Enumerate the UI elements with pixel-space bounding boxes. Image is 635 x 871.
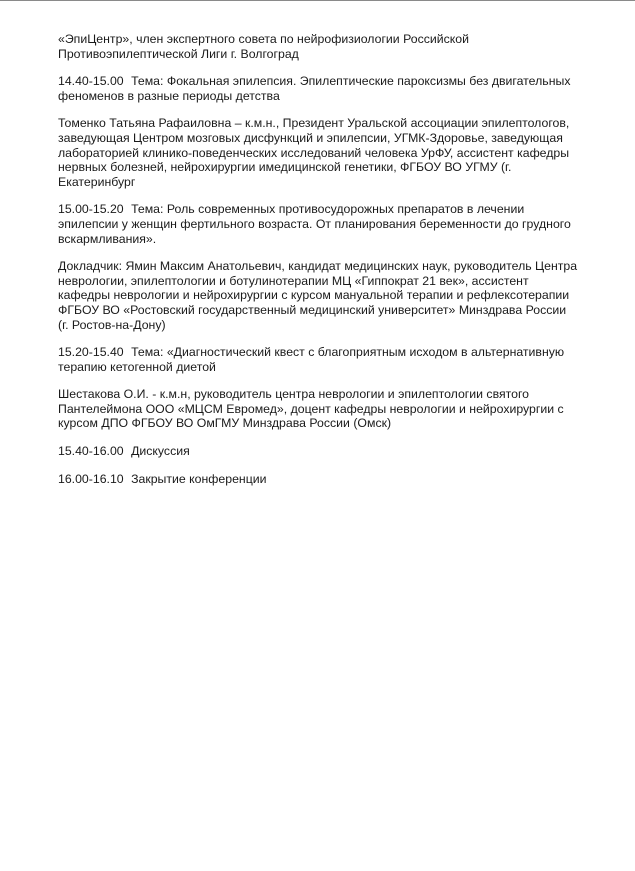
text-line: заведующая Центром мозговых дисфункций и эпилепсии, УГМК-Здоровье, заведующая xyxy=(58,130,563,145)
session-paragraph xyxy=(58,202,618,246)
text-line: лабораторией клинико-поведенческих исследований человека УрФУ, ассистент кафедры xyxy=(58,145,570,160)
text-line: вскармливания». xyxy=(58,231,157,246)
text-line: Томенко Татьяна Рафаиловна – к.м.н., Президент Уральской ассоциации эпилептологов, xyxy=(58,116,570,131)
text-line: нервных болезней, нейрохирургии имедицинской генетики, ФГБОУ ВО УГМУ (г. xyxy=(58,160,512,175)
session-time: 16.00-16.10 xyxy=(58,471,124,486)
speaker-info-paragraph xyxy=(58,116,618,189)
text-line: Противоэпилептической Лиги г. Волгоград xyxy=(58,46,299,61)
session-title: Закрытие конференции xyxy=(131,471,267,486)
session-paragraph xyxy=(58,444,618,459)
text-line: неврологии, эпилептологии и ботулинотерапии МЦ «Гиппократ 21 век», ассистент xyxy=(58,273,529,288)
text-line: терапию кетогенной диетой xyxy=(58,359,216,374)
session-title: Дискуссия xyxy=(131,444,190,459)
text-line: «ЭпиЦентр», член экспертного совета по нейрофизиологии Российской xyxy=(58,32,469,46)
session-time: 15.00-15.20 xyxy=(58,202,124,217)
session-paragraph xyxy=(58,472,618,487)
text-line: курсом ДПО ФГБОУ ВО ОмГМУ Минздрава России (Омск) xyxy=(58,416,392,431)
text-line: феноменов в разные периоды детства xyxy=(58,88,280,103)
session-time: 14.40-15.00 xyxy=(58,74,124,89)
session-title: Тема: Роль современных противосудорожных препаратов в лечении xyxy=(131,202,525,217)
session-title: Тема: «Диагностический квест с благоприятным исходом в альтернативную xyxy=(131,345,565,360)
document-content xyxy=(58,32,618,499)
session-first-line xyxy=(58,472,618,487)
speaker-info-paragraph xyxy=(58,259,618,332)
text-line: (г. Ростов-на-Дону) xyxy=(58,317,166,332)
session-time: 15.40-16.00 xyxy=(58,444,124,459)
session-paragraph xyxy=(58,74,618,103)
text-line: эпилепсии у женщин фертильного возраста. От планирования беременности до грудного xyxy=(58,216,571,231)
session-first-line xyxy=(58,345,618,360)
speaker-info-paragraph xyxy=(58,32,618,61)
speaker-info-paragraph xyxy=(58,387,618,431)
session-time: 15.20-15.40 xyxy=(58,345,124,360)
text-line: Екатеринбург xyxy=(58,174,136,189)
session-first-line xyxy=(58,202,618,217)
text-line: кафедры неврологии и нейрохирургии с курсом мануальной терапии и рефлексотерапии xyxy=(58,288,570,303)
session-first-line xyxy=(58,444,618,459)
session-first-line xyxy=(58,74,618,89)
text-line: Докладчик: Ямин Максим Анатольевич, кандидат медицинских наук, руководитель Центра xyxy=(58,259,578,274)
text-line: Шестакова О.И. - к.м.н, руководитель центра неврологии и эпилептологии святого xyxy=(58,387,530,402)
text-line: ФГБОУ ВО «Ростовский государственный медицинский университет» Минздрава России xyxy=(58,302,567,317)
text-line: Пантелеймона ООО «МЦСМ Евромед», доцент кафедры неврологии и нейрохирургии с xyxy=(58,401,564,416)
session-paragraph xyxy=(58,345,618,374)
session-title: Тема: Фокальная эпилепсия. Эпилептические пароксизмы без двигательных xyxy=(131,74,571,89)
